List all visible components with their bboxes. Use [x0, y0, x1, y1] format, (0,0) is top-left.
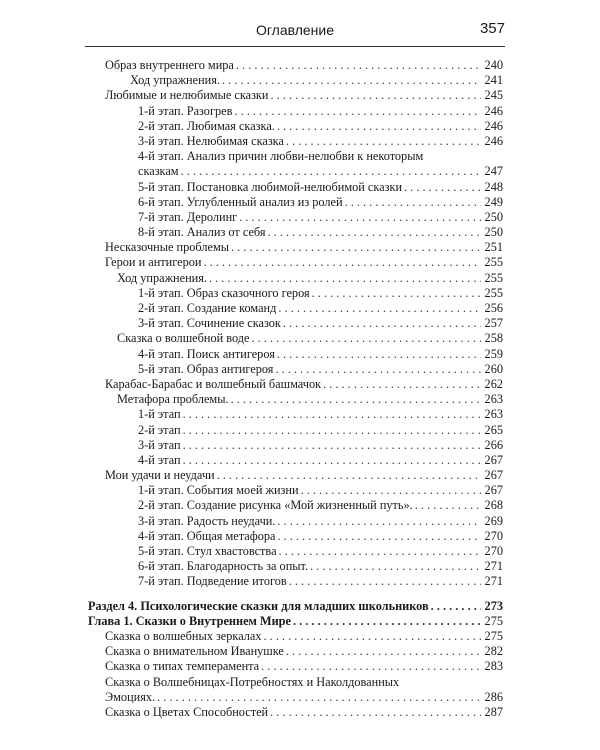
toc-entry: [85, 180, 503, 195]
toc-entry-title: 6-й этап. Углубленный анализ из ролей: [138, 194, 343, 209]
toc-entry-title: Ход упражнения.: [130, 73, 220, 88]
toc-entry-title: 4-й этап. Анализ причин любви-нелюбви к некоторым: [138, 149, 424, 164]
toc-entry-title: Сказка о внимательном Иванушке: [105, 644, 284, 659]
toc-entry: [85, 377, 503, 392]
toc-entry-page: 268: [484, 498, 503, 513]
dot-leader: [286, 134, 481, 149]
toc-entry-page: 246: [484, 133, 503, 148]
table-of-contents: [85, 58, 503, 720]
toc-entry-title: 4-й этап: [138, 452, 181, 467]
toc-entry: [85, 286, 503, 301]
running-header: [85, 14, 505, 47]
toc-entry: [85, 559, 503, 574]
dot-leader: [264, 629, 481, 644]
dot-leader: [234, 104, 481, 119]
dot-leader: [293, 614, 481, 629]
dot-leader: [231, 392, 481, 407]
toc-entry: [85, 574, 503, 589]
toc-entry-title: 5-й этап. Постановка любимой-нелюбимой сказки: [138, 179, 403, 194]
toc-entry-title: Сказка о волшебных зеркалах: [105, 628, 262, 643]
toc-entry: [85, 210, 503, 225]
dot-leader: [279, 544, 481, 559]
toc-entry-page: 267: [484, 483, 503, 498]
dot-leader: [183, 453, 481, 468]
dot-leader: [301, 483, 481, 498]
toc-entry-title: 4-й этап. Поиск антигероя: [138, 346, 275, 361]
toc-entry-title: 8-й этап. Анализ от себя: [138, 225, 266, 240]
toc-entry: [85, 164, 503, 179]
toc-entry-page: 260: [484, 361, 503, 376]
toc-entry: [85, 438, 503, 453]
toc-entry-title: 3-й этап: [138, 437, 181, 452]
toc-entry: [85, 331, 503, 346]
dot-leader: [181, 164, 481, 179]
toc-entry: [85, 301, 503, 316]
toc-entry-title: Метафора проблемы.: [117, 392, 229, 407]
toc-entry-title: 2-й этап. Создание команд: [138, 301, 277, 315]
dot-leader: [278, 301, 481, 316]
toc-entry-page: 283: [484, 659, 503, 674]
dot-leader: [275, 362, 481, 377]
toc-entry-page: 250: [484, 225, 503, 240]
toc-entry: [85, 498, 503, 513]
dot-leader: [323, 377, 481, 392]
toc-entry-continuation: Эмоциях.: [105, 689, 156, 704]
toc-entry-page: 245: [484, 88, 503, 103]
toc-entry-title: Герои и антигерои: [105, 255, 202, 270]
toc-entry: [85, 644, 503, 659]
running-title: Оглавление: [255, 22, 335, 38]
toc-entry-title: Сказка о типах темперамента: [105, 659, 260, 674]
toc-entry-page: 258: [484, 331, 503, 346]
toc-entry-page: 263: [484, 407, 503, 422]
dot-leader: [183, 438, 481, 453]
toc-entry-title: 5-й этап. Стул хвастовства: [138, 544, 277, 558]
dot-leader: [289, 574, 481, 589]
toc-entry-page: 257: [484, 316, 503, 331]
toc-entry-title: 1-й этап. Образ сказочного героя: [138, 285, 310, 300]
toc-entry-title: 1-й этап. События моей жизни: [138, 483, 299, 498]
toc-entry-title: 3-й этап. Радость неудачи.: [138, 513, 276, 528]
toc-entry: [85, 316, 503, 331]
toc-entry: [85, 529, 503, 544]
toc-entry-title: 6-й этап. Благодарность за опыт.: [138, 559, 309, 574]
toc-entry: [85, 240, 503, 255]
toc-entry-continuation: сказкам: [138, 164, 179, 179]
toc-entry-page: 265: [484, 422, 503, 437]
toc-entry: [85, 134, 503, 149]
toc-entry-page: 275: [484, 613, 503, 628]
toc-entry: [85, 705, 503, 720]
toc-entry: [85, 468, 503, 483]
toc-entry-page: 270: [484, 544, 503, 558]
toc-entry: [85, 362, 503, 377]
dot-leader: [217, 468, 481, 483]
toc-entry: [85, 255, 503, 270]
toc-entry-title: 7-й этап. Деролинг: [138, 209, 238, 224]
toc-entry-page: 269: [484, 513, 503, 528]
dot-leader: [203, 255, 481, 270]
toc-entry: [85, 119, 503, 134]
dot-leader: [415, 498, 481, 513]
toc-entry-page: 249: [484, 194, 503, 209]
toc-entry-title: 3-й этап. Сочинение сказок: [138, 316, 281, 331]
toc-entry-title: 2-й этап: [138, 422, 181, 437]
toc-entry-title: 2-й этап. Создание рисунка «Мой жизненный путь».: [138, 498, 413, 513]
toc-entry-title: Ход упражнения.: [117, 270, 207, 285]
toc-entry: [85, 104, 503, 119]
toc-entry-page: 247: [484, 164, 503, 179]
toc-entry-title: 4-й этап. Общая метафора: [138, 528, 276, 543]
toc-entry-page: 256: [484, 301, 503, 315]
toc-chapter-title: Глава 1. Сказки о Внутреннем Мире: [88, 613, 291, 628]
toc-entry: [85, 423, 503, 438]
toc-entry-page: 255: [484, 255, 503, 270]
toc-entry-page: 246: [484, 118, 503, 133]
dot-leader: [183, 423, 481, 438]
dot-leader: [312, 286, 481, 301]
toc-entry-page: 259: [484, 346, 503, 361]
dot-leader: [239, 210, 481, 225]
toc-entry-page: 287: [484, 704, 503, 719]
toc-entry: [85, 347, 503, 362]
toc-entry-page: 262: [484, 376, 503, 391]
toc-entry-page: 241: [484, 73, 503, 88]
toc-entry: [85, 407, 503, 422]
toc-entry-page: 267: [484, 468, 503, 483]
toc-entry: [85, 225, 503, 240]
dot-leader: [345, 195, 481, 210]
toc-entry-title: Карабас-Барабас и волшебный башмачок: [105, 376, 322, 391]
toc-entry-page: 282: [484, 644, 503, 659]
toc-entry-page: 263: [484, 392, 503, 407]
dot-leader: [183, 407, 481, 422]
toc-entry-title: 1-й этап. Разогрев: [138, 103, 233, 118]
toc-entry-title: Образ внутреннего мира: [105, 58, 234, 72]
toc-entry: [85, 453, 503, 468]
toc-chapter-entry: [85, 614, 503, 629]
toc-entry-page: 270: [484, 528, 503, 543]
toc-section-title: Раздел 4. Психологические сказки для младших школьников: [88, 598, 429, 613]
toc-entry-page: 255: [484, 270, 503, 285]
dot-leader: [310, 559, 481, 574]
dot-leader: [268, 225, 481, 240]
dot-leader: [209, 271, 481, 286]
toc-entry-page: 240: [484, 58, 503, 72]
toc-entry: [85, 88, 503, 103]
dot-leader: [277, 514, 481, 529]
toc-entry-page: 271: [484, 574, 503, 589]
dot-leader: [231, 240, 481, 255]
page-number: 357: [479, 20, 505, 37]
toc-entry-title: Мои удачи и неудачи: [105, 468, 215, 483]
toc-section-entry: [85, 599, 503, 614]
dot-leader: [222, 73, 481, 88]
dot-leader: [277, 119, 481, 134]
section-spacer: [85, 590, 503, 599]
dot-leader: [404, 180, 481, 195]
dot-leader: [431, 599, 481, 614]
dot-leader: [252, 331, 482, 346]
toc-entry: [85, 659, 503, 674]
toc-entry-title: 5-й этап. Образ антигероя: [138, 361, 274, 376]
toc-entry-title: Любимые и нелюбимые сказки: [105, 88, 269, 103]
toc-entry-title: Несказочные проблемы: [105, 240, 229, 255]
toc-entry-title: 1-й этап: [138, 407, 181, 422]
toc-entry-page: 266: [484, 437, 503, 452]
toc-entry: [85, 392, 503, 407]
toc-entry-page: 246: [484, 103, 503, 118]
toc-entry-title: Сказка о Цветах Способностей: [105, 704, 269, 719]
dot-leader: [236, 58, 481, 73]
toc-entry-page: 250: [484, 209, 503, 224]
dot-leader: [286, 644, 481, 659]
dot-leader: [277, 529, 481, 544]
toc-entry-page: 251: [484, 240, 503, 255]
dot-leader: [277, 347, 481, 362]
toc-entry-page: 286: [484, 689, 503, 704]
toc-entry-title: Сказка о волшебной воде: [117, 331, 250, 346]
dot-leader: [261, 659, 481, 674]
toc-entry: [85, 544, 503, 559]
toc-entry: [85, 58, 503, 73]
toc-entry: [85, 271, 503, 286]
toc-entry: [85, 629, 503, 644]
dot-leader: [271, 88, 482, 103]
toc-entry: [85, 483, 503, 498]
toc-entry-title: 2-й этап. Любимая сказка.: [138, 118, 275, 133]
toc-entry-page: 248: [484, 179, 503, 194]
toc-entry: [85, 195, 503, 210]
toc-entry: [85, 514, 503, 529]
toc-entry-page: 273: [484, 598, 503, 613]
toc-entry: [85, 73, 503, 88]
dot-leader: [270, 705, 481, 720]
toc-entry-page: 271: [484, 559, 503, 574]
toc-entry-page: 275: [484, 628, 503, 643]
toc-entry-page: 267: [484, 452, 503, 467]
dot-leader: [157, 690, 481, 705]
dot-leader: [283, 316, 481, 331]
toc-entry-title: 7-й этап. Подведение итогов: [138, 574, 287, 589]
toc-entry-page: 255: [484, 285, 503, 300]
toc-entry-title: 3-й этап. Нелюбимая сказка: [138, 133, 284, 148]
toc-entry: [85, 690, 503, 705]
toc-entry-title: Сказка о Волшебницах-Потребностях и Наколдованных: [105, 674, 400, 689]
